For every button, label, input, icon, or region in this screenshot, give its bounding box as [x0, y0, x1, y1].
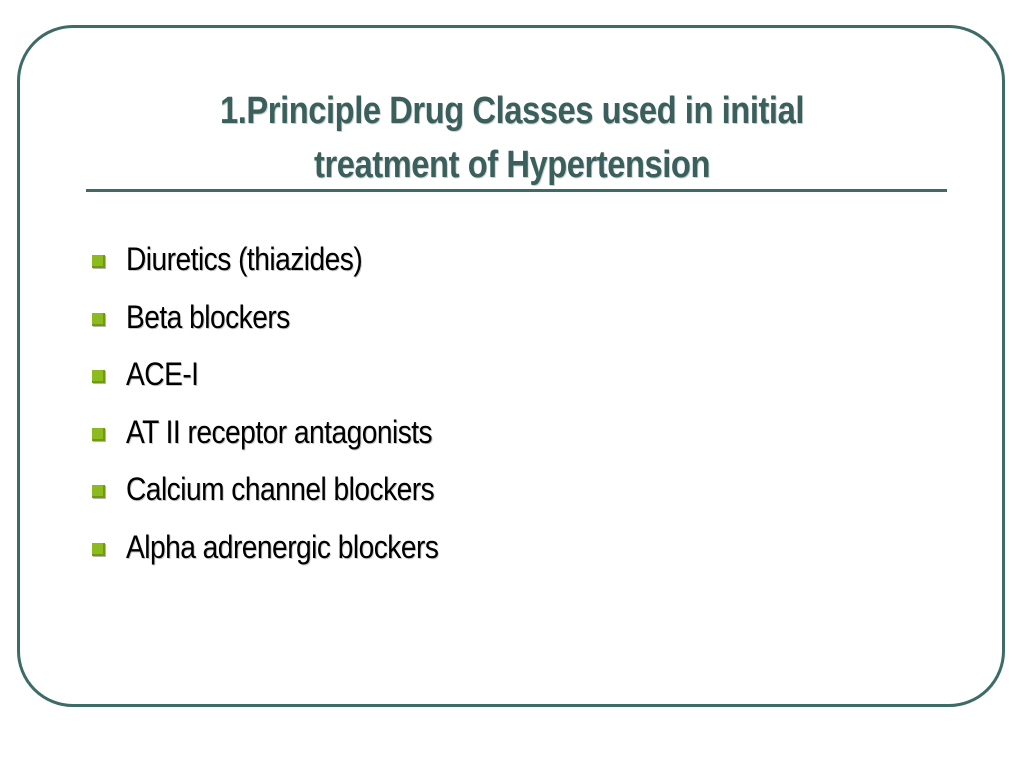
slide-title-line-2: treatment of Hypertension: [313, 144, 711, 186]
bullet-item-beta-blockers: [92, 289, 481, 347]
bullet-text: ACE-I: [126, 356, 199, 393]
bullet-item-calcium-channel-blockers: [92, 461, 481, 519]
bullet-text: AT II receptor antagonists: [126, 413, 433, 450]
title-divider: [86, 189, 947, 192]
square-bullet-icon: [92, 313, 105, 326]
bullet-item-alpha-blockers: [92, 519, 481, 577]
bullet-text: Beta blockers: [126, 298, 290, 335]
bullet-text: Alpha adrenergic blockers: [126, 528, 439, 565]
slide-title-line-1: 1.Principle Drug Classes used in initial: [220, 90, 804, 132]
bullet-item-ace-i: [92, 346, 481, 404]
square-bullet-icon: [92, 255, 105, 268]
bullet-item-at-ii-antagonists: [92, 404, 481, 462]
bullet-item-diuretics: [92, 231, 481, 289]
square-bullet-icon: [92, 428, 105, 441]
square-bullet-icon: [92, 543, 105, 556]
bullet-text: Calcium channel blockers: [126, 471, 435, 508]
bullet-list: [92, 231, 481, 576]
square-bullet-icon: [92, 485, 105, 498]
bullet-text: Diuretics (thiazides): [126, 241, 363, 278]
slide-title: [72, 84, 953, 192]
square-bullet-icon: [92, 370, 105, 383]
